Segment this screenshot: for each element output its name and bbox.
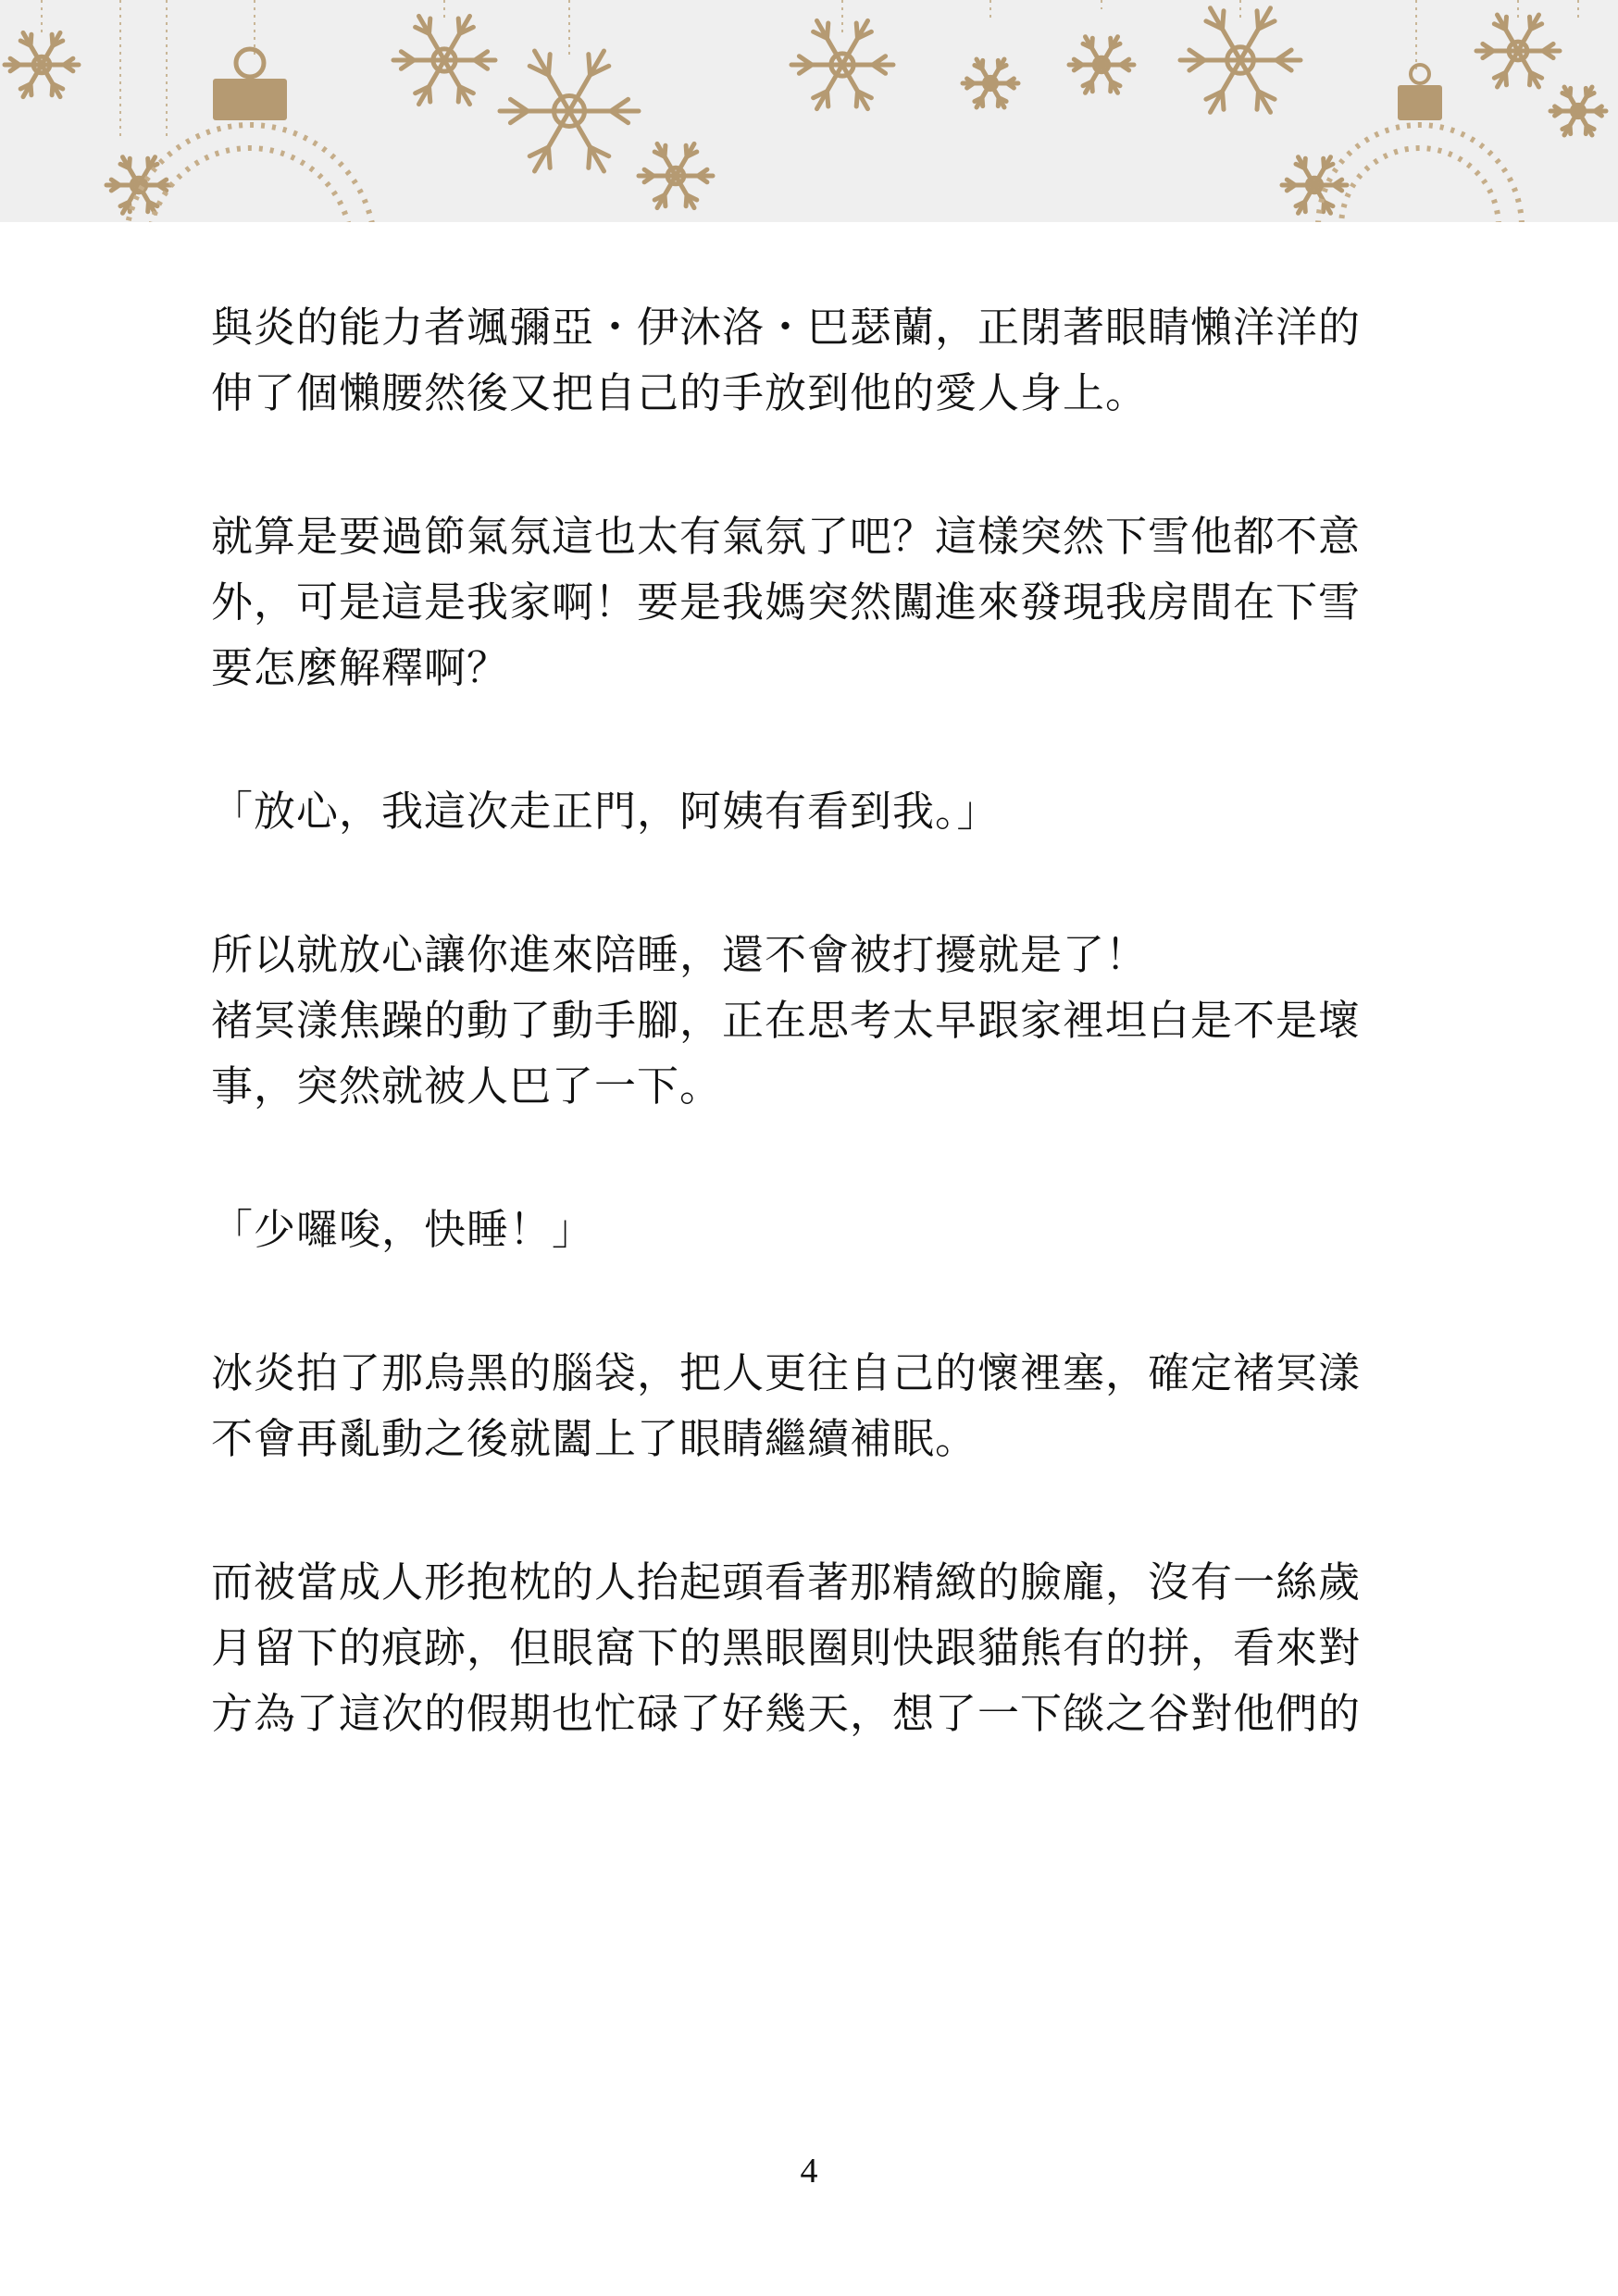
snowflake-icon [1550,87,1606,135]
story-text [211,294,1414,1746]
text-line: 所以就放心讓你進來陪睡，還不會被打擾就是了！ [211,930,1149,979]
paragraph-gap [211,701,1414,778]
ornament-cap-right [1398,65,1442,120]
text-line: 「少囉唆，快睡！」 [211,1205,595,1254]
paragraph [211,1549,1414,1746]
snowflake-icon [639,143,713,207]
snowflake-icon [1282,157,1347,214]
paragraph-gap [211,1471,1414,1549]
snowflake-icon [1069,37,1134,93]
snowflake-icon [791,20,893,108]
text-line: 冰炎拍了那烏黑的腦袋，把人更往自己的懷裡塞，確定褚冥漾 [211,1348,1362,1397]
page-number: 4 [800,2152,818,2191]
paragraph-gap [211,1119,1414,1197]
snowflake-icon [963,59,1018,107]
text-line: 伸了個懶腰然後又把自己的手放到他的愛人身上。 [211,368,1149,417]
text-line: 月留下的痕跡，但眼窩下的黑眼圈則快跟貓熊有的拼，看來對 [211,1623,1362,1672]
text-line: 不會再亂動之後就闔上了眼睛繼續補眠。 [211,1414,978,1463]
snowflake-ornament-banner [0,0,1618,222]
snowflake-icon [500,51,639,171]
snowflake-icon [5,32,79,96]
text-line: 要怎麼解釋啊？ [211,643,510,692]
snowflake-icon [1180,8,1301,113]
text-line: 與炎的能力者颯彌亞・伊沐洛・巴瑟蘭，正閉著眼睛懶洋洋的 [211,303,1362,352]
paragraph-gap [211,1262,1414,1340]
paragraph-list [211,294,1414,1746]
paragraph [211,294,1414,426]
paragraph [211,922,1414,1119]
paragraph [211,778,1414,844]
paragraph-gap [211,426,1414,503]
snowflake-icon [1476,15,1560,87]
paragraph-gap [211,844,1414,922]
text-line: 方為了這次的假期也忙碌了好幾天，想了一下燄之谷對他們的 [211,1689,1362,1738]
text-line: 褚冥漾焦躁的動了動手腳，正在思考太早跟家裡坦白是不是壞 [211,996,1362,1045]
paragraph [211,503,1414,701]
paragraph [211,1197,1414,1262]
text-line: 「放心，我這次走正門，阿姨有看到我。」 [211,787,1000,836]
header-banner [0,0,1618,222]
snowflake-icon [393,16,495,104]
text-line: 事，突然就被人巴了一下。 [211,1061,723,1111]
paragraph [211,1340,1414,1471]
text-line: 就算是要過節氣氛這也太有氣氛了吧？這樣突然下雪他都不意 [211,512,1362,561]
text-line: 而被當成人形抱枕的人抬起頭看著那精緻的臉龐，沒有一絲歲 [211,1558,1362,1607]
ornament-cap-left [213,49,287,120]
text-line: 外，可是這是我家啊！要是我媽突然闖進來發現我房間在下雪 [211,577,1362,627]
